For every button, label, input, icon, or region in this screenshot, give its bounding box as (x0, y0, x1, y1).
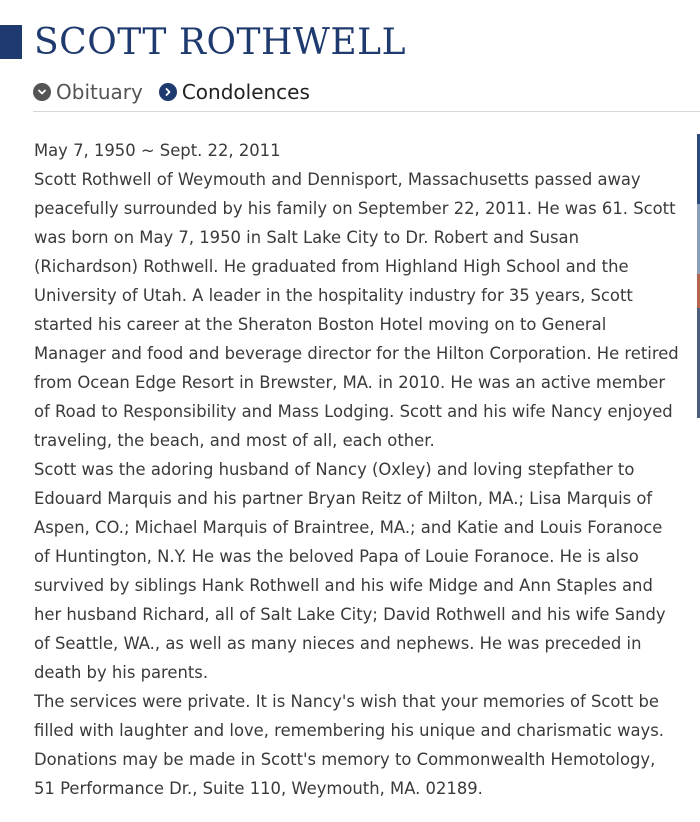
obituary-content (34, 136, 679, 803)
page-header (0, 22, 406, 62)
tab-condolences-label: Condolences (181, 80, 310, 104)
tab-obituary[interactable] (33, 80, 143, 104)
obituary-paragraph: The services were private. It is Nancy's wish that your memories of Scott be filled with laughter and love, remembering his unique and charismatic ways. Donations may be made in Scott's memory to Commonwealth Hemotology, 51 Performance Dr., Suite 110, Weymouth, MA. 02189. (34, 692, 664, 798)
tab-divider (33, 111, 700, 112)
chevron-right-icon (159, 83, 177, 101)
page-title: SCOTT ROTHWELL (34, 21, 406, 63)
obituary-paragraph: Scott Rothwell of Weymouth and Dennisport, Massachusetts passed away peacefully surrounded by his family on September 22, 2011. He was 61. Scott was born on May 7, 1950 in Salt Lake City to Dr. Robert and Susan (Richardson) Rothwell. He graduated from Highland High School and the University of Utah. A leader in the hospitality industry for 35 years, Scott started his career at the Sheraton Boston Hotel moving on to General Manager and food and beverage director for the Hilton Corporation. He retired from Ocean Edge Resort in Brewster, MA. in 2010. He was an active member of Road to Responsibility and Mass Lodging. Scott and his wife Nancy enjoyed traveling, the beach, and most of all, each other. (34, 170, 679, 450)
tab-condolences[interactable] (159, 80, 310, 104)
chevron-down-icon (33, 83, 51, 101)
obituary-paragraph: Scott was the adoring husband of Nancy (Oxley) and loving stepfather to Edouard Marquis and his partner Bryan Reitz of Milton, MA.; Lisa Marquis of Aspen, CO.; Michael Marquis of Braintree, MA.; and Katie and Louis Foranoce of Huntington, N.Y. He was the beloved Papa of Louie Foranoce. He is also survived by siblings Hank Rothwell and his wife Midge and Ann Staples and her husband Richard, all of Salt Lake City; David Rothwell and his wife Sandy of Seattle, WA., as well as many nieces and nephews. He was preceded in death by his parents. (34, 460, 666, 682)
title-accent-bar (0, 25, 22, 59)
tab-bar (33, 78, 326, 106)
tab-obituary-label: Obituary (56, 80, 143, 104)
obituary-dates: May 7, 1950 ~ Sept. 22, 2011 (34, 141, 281, 160)
